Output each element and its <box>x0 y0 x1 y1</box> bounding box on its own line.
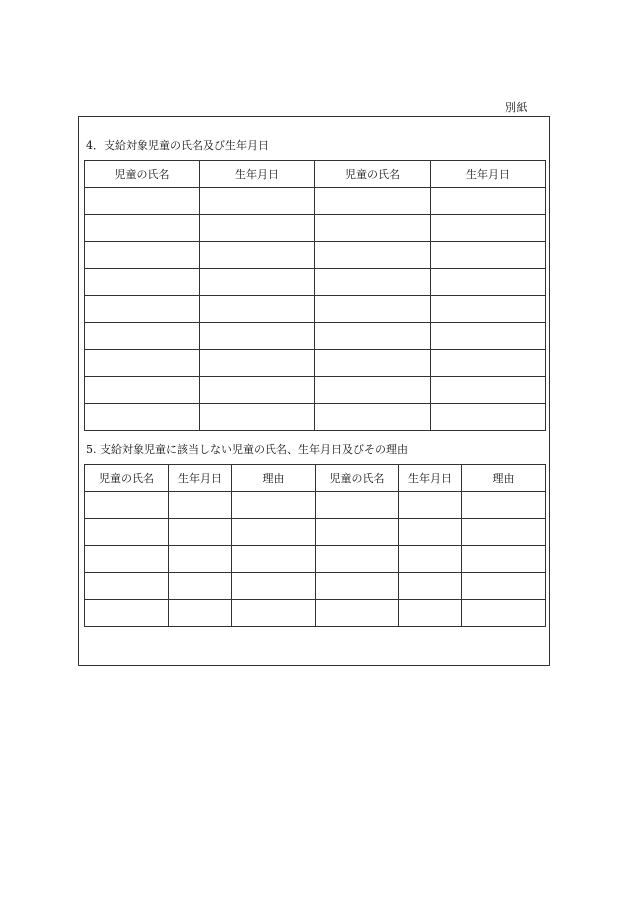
column-header-child-name: 児童の氏名 <box>85 465 169 492</box>
table-cell[interactable] <box>169 546 232 573</box>
table-cell[interactable] <box>399 600 462 627</box>
table-row <box>85 404 546 431</box>
table-cell[interactable] <box>85 573 169 600</box>
eligible-children-table <box>84 160 546 431</box>
column-header-reason: 理由 <box>232 465 316 492</box>
column-header-reason: 理由 <box>462 465 546 492</box>
table-cell[interactable] <box>462 519 546 546</box>
table-cell[interactable] <box>315 323 431 350</box>
table-cell[interactable] <box>200 404 315 431</box>
table-cell[interactable] <box>169 519 232 546</box>
table-row <box>85 323 546 350</box>
table-cell[interactable] <box>315 188 431 215</box>
table-cell[interactable] <box>462 546 546 573</box>
table-cell[interactable] <box>85 323 200 350</box>
table-cell[interactable] <box>200 215 315 242</box>
table-cell[interactable] <box>399 573 462 600</box>
table-cell[interactable] <box>316 492 399 519</box>
table-row <box>85 492 546 519</box>
table-cell[interactable] <box>232 573 316 600</box>
column-header-birthdate: 生年月日 <box>399 465 462 492</box>
table-cell[interactable] <box>431 377 546 404</box>
table-cell[interactable] <box>462 492 546 519</box>
ineligible-children-table <box>84 464 546 627</box>
table-cell[interactable] <box>315 242 431 269</box>
table-cell[interactable] <box>316 600 399 627</box>
table-row <box>85 188 546 215</box>
table-header-row <box>85 161 546 188</box>
table-cell[interactable] <box>431 188 546 215</box>
table-row <box>85 573 546 600</box>
table-cell[interactable] <box>315 350 431 377</box>
table-cell[interactable] <box>85 188 200 215</box>
table-cell[interactable] <box>431 296 546 323</box>
table-cell[interactable] <box>232 600 316 627</box>
table-row <box>85 377 546 404</box>
table-cell[interactable] <box>85 404 200 431</box>
column-header-child-name: 児童の氏名 <box>85 161 200 188</box>
table-cell[interactable] <box>232 492 316 519</box>
table-cell[interactable] <box>169 573 232 600</box>
table-cell[interactable] <box>85 492 169 519</box>
table-cell[interactable] <box>200 323 315 350</box>
column-header-child-name: 児童の氏名 <box>315 161 431 188</box>
table-cell[interactable] <box>85 242 200 269</box>
table-cell[interactable] <box>399 519 462 546</box>
table-row <box>85 546 546 573</box>
table-cell[interactable] <box>315 269 431 296</box>
table-cell[interactable] <box>85 600 169 627</box>
table-cell[interactable] <box>431 323 546 350</box>
table-cell[interactable] <box>431 242 546 269</box>
table-cell[interactable] <box>431 269 546 296</box>
table-cell[interactable] <box>200 242 315 269</box>
table-cell[interactable] <box>431 404 546 431</box>
attachment-label: 別紙 <box>505 101 528 114</box>
table-header-row <box>85 465 546 492</box>
table-cell[interactable] <box>315 377 431 404</box>
table-cell[interactable] <box>85 546 169 573</box>
column-header-birthdate: 生年月日 <box>200 161 315 188</box>
table-cell[interactable] <box>315 296 431 323</box>
table-cell[interactable] <box>85 269 200 296</box>
table-cell[interactable] <box>431 350 546 377</box>
table-cell[interactable] <box>431 215 546 242</box>
table-row <box>85 519 546 546</box>
column-header-birthdate: 生年月日 <box>431 161 546 188</box>
table-cell[interactable] <box>316 519 399 546</box>
table-cell[interactable] <box>169 600 232 627</box>
table-cell[interactable] <box>462 600 546 627</box>
table-row <box>85 600 546 627</box>
table-cell[interactable] <box>399 492 462 519</box>
table-cell[interactable] <box>399 546 462 573</box>
column-header-child-name: 児童の氏名 <box>316 465 399 492</box>
table-cell[interactable] <box>200 269 315 296</box>
table-cell[interactable] <box>85 350 200 377</box>
table-cell[interactable] <box>315 215 431 242</box>
table-cell[interactable] <box>316 546 399 573</box>
table-cell[interactable] <box>85 377 200 404</box>
table-cell[interactable] <box>200 188 315 215</box>
table-cell[interactable] <box>462 573 546 600</box>
table-cell[interactable] <box>169 492 232 519</box>
section-4-heading: 4．支給対象児童の氏名及び生年月日 <box>86 139 269 152</box>
table-cell[interactable] <box>232 546 316 573</box>
table-row <box>85 296 546 323</box>
section-5-heading: 5. 支給対象児童に該当しない児童の氏名、生年月日及びその理由 <box>86 443 408 456</box>
table-cell[interactable] <box>85 296 200 323</box>
table-cell[interactable] <box>85 519 169 546</box>
table-cell[interactable] <box>200 377 315 404</box>
table-row <box>85 242 546 269</box>
table-row <box>85 350 546 377</box>
table-cell[interactable] <box>232 519 316 546</box>
column-header-birthdate: 生年月日 <box>169 465 232 492</box>
table-row <box>85 269 546 296</box>
table-row <box>85 215 546 242</box>
table-cell[interactable] <box>315 404 431 431</box>
table-cell[interactable] <box>200 350 315 377</box>
table-cell[interactable] <box>85 215 200 242</box>
table-cell[interactable] <box>200 296 315 323</box>
table-cell[interactable] <box>316 573 399 600</box>
